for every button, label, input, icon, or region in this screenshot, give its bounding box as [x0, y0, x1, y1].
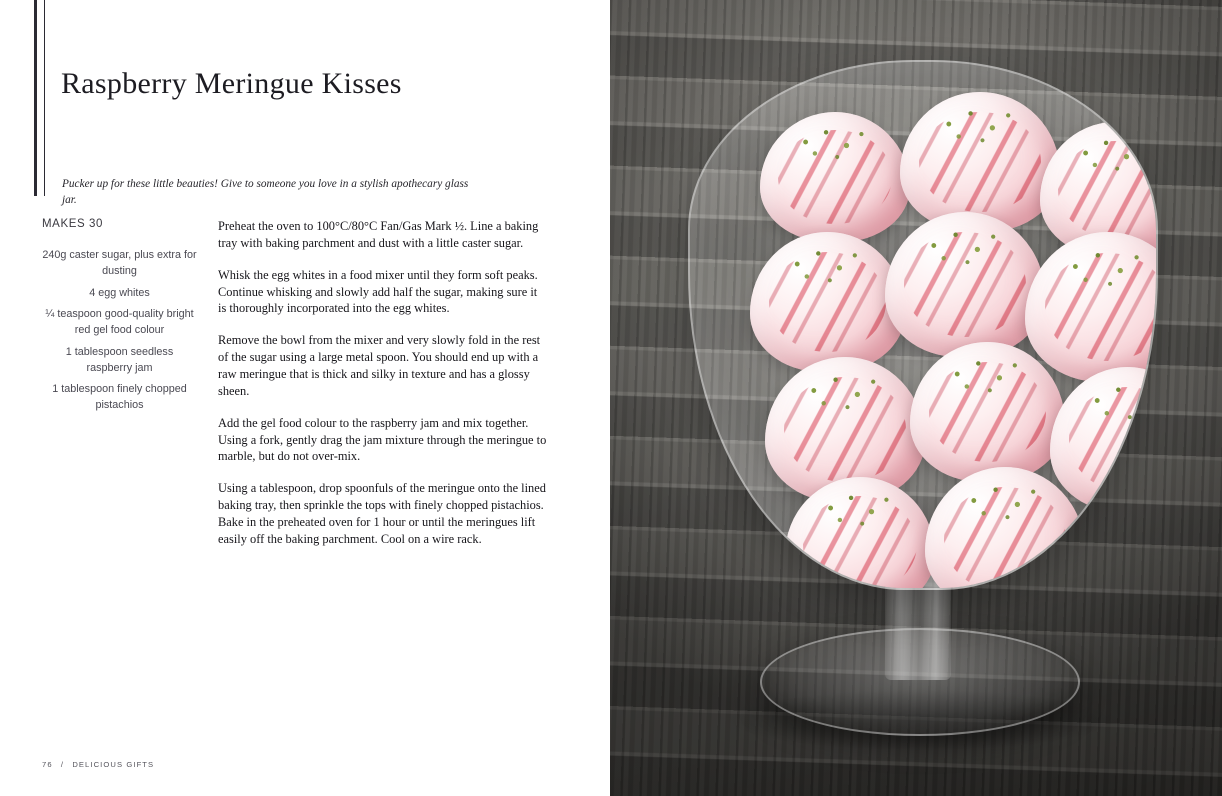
- meringue-kiss: [760, 112, 910, 242]
- recipe-text-page: [0, 0, 610, 796]
- page-number: 76: [42, 760, 53, 769]
- recipe-photo: [610, 0, 1222, 796]
- footer-separator: /: [60, 760, 65, 769]
- method-step: Remove the bowl from the mixer and very slowly fold in the rest of the sugar using a large metal spoon. You should end up with a raw meringue that is thick and silky in texture and has a glossy sheen.: [218, 333, 541, 398]
- footer-section-label: DELICIOUS GIFTS: [72, 760, 155, 769]
- ingredients-column: [42, 218, 197, 420]
- list-item: 1 tablespoon seedless raspberry jam: [65, 345, 174, 374]
- page-footer: [42, 760, 154, 769]
- meringue-kiss: [885, 212, 1045, 357]
- list-item: 4 egg whites: [89, 286, 150, 299]
- yield-label: MAKES 30: [42, 218, 104, 230]
- meringue-kiss: [1025, 232, 1158, 382]
- recipe-title: Raspberry Meringue Kisses: [61, 67, 402, 101]
- glass-bowl-foot: [760, 628, 1080, 736]
- meringue-kiss: [1050, 367, 1158, 512]
- method-step: Preheat the oven to 100°C/80°C Fan/Gas Mark ½. Line a baking tray with baking parchment and dust with a little caster sugar.: [218, 219, 539, 250]
- method-step: Using a tablespoon, drop spoonfuls of the meringue onto the lined baking tray, then sprinkle the tops with finely chopped pistachios. Bake in the preheated oven for 1 hour or until the meringues lift easily off the baking parchment. Cool on a wire rack.: [218, 481, 546, 546]
- meringue-pile: [750, 92, 1158, 590]
- meringue-kiss: [750, 232, 905, 372]
- ingredients-list: [42, 248, 197, 414]
- list-item: ¼ teaspoon good-quality bright red gel food colour: [45, 308, 194, 336]
- meringue-kiss: [1060, 492, 1158, 590]
- meringue-kiss: [900, 92, 1060, 232]
- method-step: Whisk the egg whites in a food mixer until they form soft peaks. Continue whisking and slowly add half the sugar, making sure it is thoroughly incorporated into the egg whites.: [218, 267, 538, 316]
- recipe-standfirst: Pucker up for these little beauties! Give to someone you love in a stylish apothecary glass jar.: [62, 178, 469, 207]
- meringue-kiss: [910, 342, 1065, 482]
- decorative-rule-thin: [44, 0, 45, 196]
- list-item: 1 tablespoon finely chopped pistachios: [52, 383, 187, 411]
- method-column: [218, 218, 548, 563]
- method-step: Add the gel food colour to the raspberry jam and mix together. Using a fork, gently drag the jam mixture through the meringue to marble, but do not over-mix.: [218, 415, 547, 464]
- glass-bowl-cup: [688, 60, 1158, 590]
- list-item: 240g caster sugar, plus extra for dusting: [42, 249, 197, 277]
- decorative-rule-thick: [34, 0, 37, 196]
